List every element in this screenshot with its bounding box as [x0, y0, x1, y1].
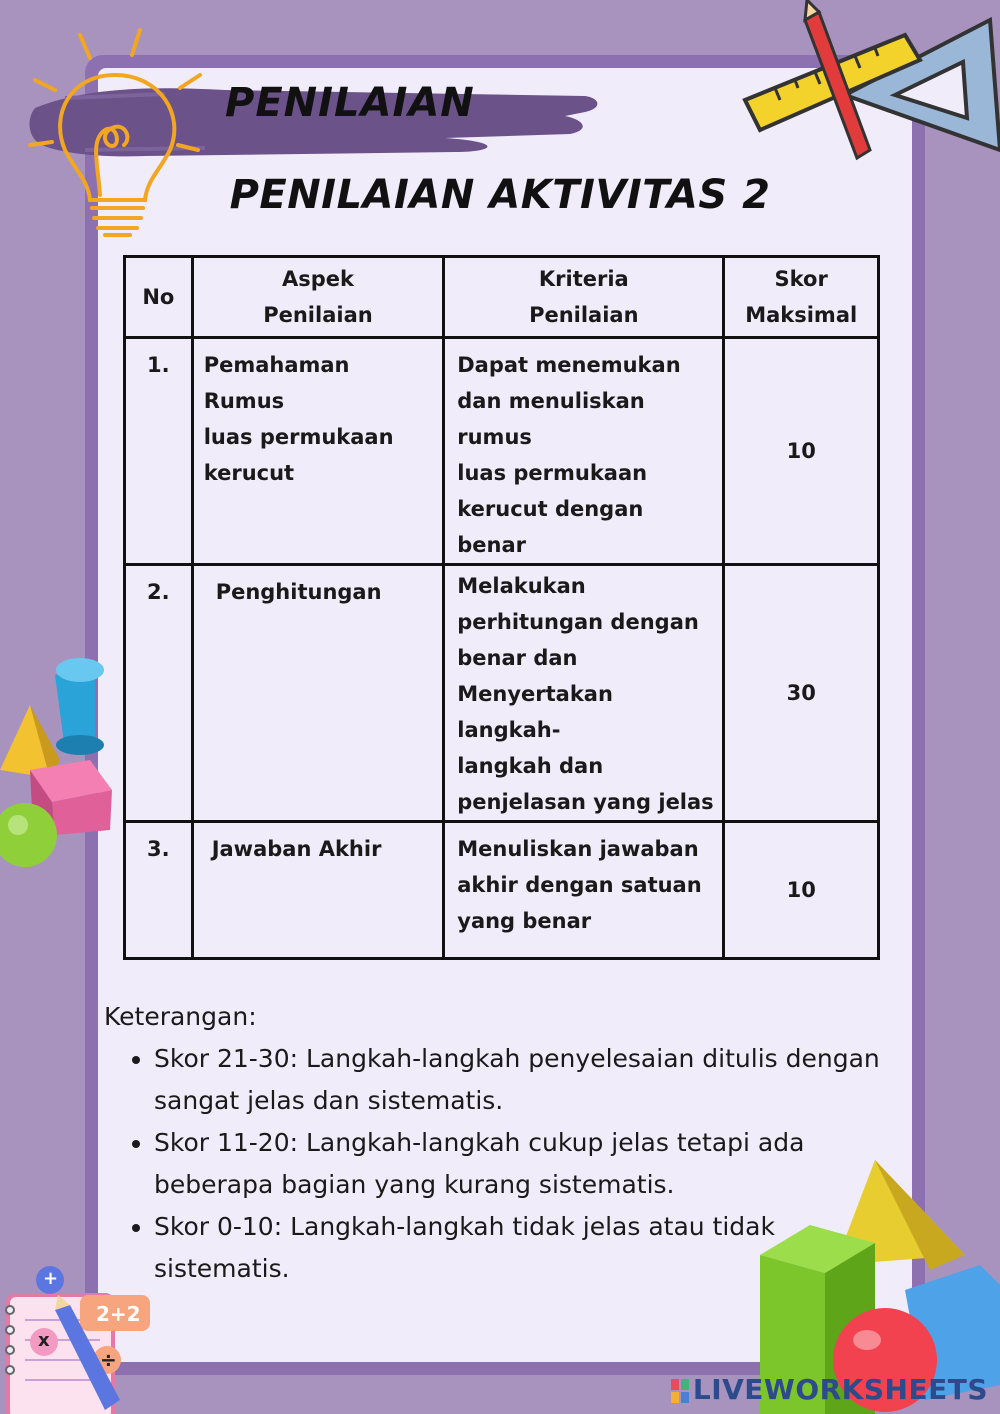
row-kriteria-line: kerucut dengan benar — [457, 497, 644, 557]
header-kriteria — [444, 257, 724, 338]
row-skor: 10 — [724, 338, 879, 565]
row-kriteria-line: perhitungan dengan — [457, 610, 699, 634]
header-skor-line2: Maksimal — [745, 303, 858, 327]
notebook-illustration — [0, 1260, 165, 1414]
list-item: • Skor 0-10: Langkah-langkah tidak jelas atau tidak sistematis. — [154, 1206, 904, 1290]
header-aspek-line1: Aspek — [281, 267, 354, 291]
row-kriteria-line: Menyertakan langkah- — [457, 682, 613, 742]
list-item: • Skor 11-20: Langkah-langkah cukup jelas tetapi ada beberapa bagian yang kurang sistematis. — [154, 1122, 904, 1206]
notes-heading: Keterangan: — [104, 1002, 257, 1031]
header-no: No — [125, 257, 193, 338]
list-item: • Skor 21-30: Langkah-langkah penyelesaian ditulis dengan sangat jelas dan sistematis. — [154, 1038, 904, 1122]
row-kriteria-line: dan menuliskan rumus — [457, 389, 645, 449]
header-kriteria-line2: Penilaian — [529, 303, 639, 327]
liveworksheets-logo-icon — [671, 1379, 689, 1403]
row-kriteria — [444, 822, 724, 959]
row-kriteria-line: yang benar — [457, 909, 592, 933]
times-symbol: x — [38, 1330, 50, 1351]
table-row — [125, 565, 879, 822]
header-kriteria-line1: Kriteria — [538, 267, 629, 291]
rubric-table — [123, 255, 880, 960]
header-label: PENILAIAN — [225, 80, 475, 126]
row-kriteria-line: luas permukaan — [457, 461, 648, 485]
watermark-text: LIVEWORKSHEETS — [692, 1373, 988, 1406]
row-kriteria-line: langkah dan — [457, 754, 604, 778]
row-kriteria-line: Dapat menemukan — [457, 353, 681, 377]
row-no: 1. — [125, 338, 193, 565]
divide-symbol: ÷ — [100, 1348, 117, 1372]
header-aspek — [192, 257, 444, 338]
row-aspek-line: luas permukaan — [203, 425, 394, 449]
row-aspek-line: kerucut — [203, 461, 295, 485]
geometric-shapes-left-icon — [0, 650, 120, 880]
notebook-icon — [0, 1260, 165, 1414]
row-aspek-line: Penghitungan — [215, 580, 382, 604]
liveworksheets-watermark — [671, 1373, 988, 1406]
row-aspek-line: Pemahaman Rumus — [203, 353, 350, 413]
row-kriteria-line: benar dan — [457, 646, 578, 670]
row-kriteria — [444, 565, 724, 822]
row-kriteria-line: Melakukan — [457, 574, 586, 598]
row-no: 3. — [125, 822, 193, 959]
page-title: PENILAIAN AKTIVITAS 2 — [229, 172, 771, 218]
header-skor-line1: Skor — [774, 267, 828, 291]
row-kriteria-line: penjelasan yang jelas — [457, 790, 714, 814]
row-aspek-line: Jawaban Akhir — [211, 837, 382, 861]
row-kriteria — [444, 338, 724, 565]
header-skor — [724, 257, 879, 338]
row-skor: 30 — [724, 565, 879, 822]
row-aspek — [192, 338, 444, 565]
table-row — [125, 338, 879, 565]
row-kriteria-line: akhir dengan satuan — [457, 873, 702, 897]
table-header-row — [125, 257, 879, 338]
plus-symbol: + — [43, 1268, 59, 1289]
row-no: 2. — [125, 565, 193, 822]
table-row — [125, 822, 879, 959]
row-aspek — [192, 822, 444, 959]
row-kriteria-line: Menuliskan jawaban — [457, 837, 699, 861]
header-aspek-line2: Penilaian — [263, 303, 373, 327]
ruler-pencil-triangle-icon — [735, 0, 1000, 180]
row-aspek — [192, 565, 444, 822]
sum-label: 2+2 — [96, 1302, 141, 1326]
row-skor: 10 — [724, 822, 879, 959]
